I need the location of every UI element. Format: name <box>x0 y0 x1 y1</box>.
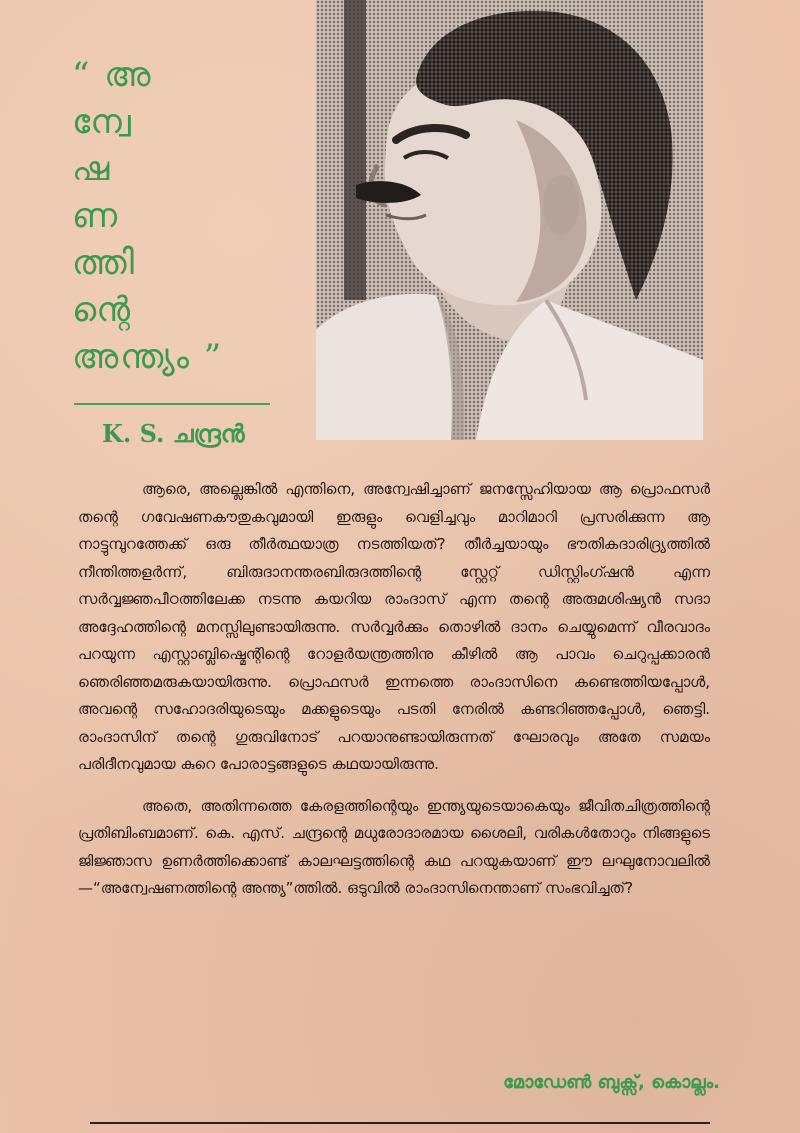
blurb-paragraph: അതെ, അതിന്നത്തെ കേരളത്തിന്റെയും ഇന്ത്യയുടെയാകെയും ജീവിതചിത്രത്തിന്റെ പ്രതിബിംബമാണ്. കെ. എസ്. ചന്ദ്രന്റെ മധുരോദാരമായ ശൈലി, വരികൾതോറും നിങ്ങളുടെ ജിജ്ഞാസ ഉണർത്തിക്കൊണ്ട് കാലഘട്ടത്തിന്റെ കഥ പറയുകയാണ് ഈ ലഘുനോവലിൽ—“അന്വേഷണത്തിന്റെ അന്ത്യ”ത്തിൽ. ഒടുവിൽ രാംദാസിനെന്താണ് സംഭവിച്ചത്? <box>78 796 710 897</box>
title-line: ണ <box>72 196 120 236</box>
publisher-name: മോഡേൺ ബുക്സ്, കൊല്ലം. <box>503 1072 720 1093</box>
author-name: K. S. ചന്ദ്രൻ <box>102 419 245 448</box>
author-portrait-icon <box>316 0 703 440</box>
title-line: ന്വേ <box>72 102 133 142</box>
title-line: ഷ <box>72 149 112 189</box>
blurb-paragraph: ആരെ, അല്ലെങ്കിൽ എന്തിനെ, അന്വേഷിച്ചാണ് ജനസ്സേഹിയായ ആ പ്രൊഫസർ തന്റെ ഗവേഷണകൗതുകവുമായി ഇരുളും വെളിച്ചവും മാറിമാറി പ്രസരിക്കുന്ന ആ നാട്ടുമ്പുറത്തേക്ക് ഒരു തീർത്ഥയാത്ര നടത്തിയത്? തീർച്ചയായും ഭൗതികദാരിദ്ര്യത്തിൽ നീന്തിത്തളർന്ന്, ബിരുദാനന്തരബിരുദത്തിന്റെ സ്റ്റേറ്റ് ഡിസ്റ്റിംഗ്ഷൻ എന്ന സർവ്വജ്ഞപീഠത്തിലേക്ക നടന്നു കയറിയ രാംദാസ് എന്ന തന്റെ അരുമശിഷ്യൻ സദാ അദ്ദേഹത്തിന്റെ മനസ്സിലുണ്ടായിരുന്നു. സർവ്വർക്കും തൊഴിൽ ദാനം ചെയ്യുമെന്ന് വീരവാദം പറയുന്ന എസ്റ്റാബ്ലിഷ്മെന്റിന്റെ റോളർയന്ത്രത്തിനു കീഴിൽ ആ പാവം ചെറുപ്പക്കാരൻ ഞെരിഞ്ഞമരുകയായിരുന്നു. പ്രൊഫസർ ഇന്നത്തെ രാംദാസിനെ കണ്ടെത്തിയപ്പോൾ, അവന്റെ സഹോദരിയുടെയും മക്കളുടെയും പടതി നേരിൽ കണ്ടറിഞ്ഞപ്പോൾ, ഞെട്ടി. രാംദാസിന് തന്റെ ഗുരുവിനോട് പറയാനുണ്ടായിരുന്നത് ഘോരവും അതേ സമയം പരിദീനവുമായ കുറെ പോരാട്ടങ്ങളുടെ കഥയായിരുന്നു. <box>78 480 710 773</box>
title-divider <box>74 403 270 405</box>
author-photo <box>316 0 703 440</box>
blurb-text <box>78 476 710 903</box>
title-line: അന്ത്യം ” <box>72 337 224 377</box>
bottom-divider <box>90 1122 710 1124</box>
title-line: ന്റെ <box>72 290 133 330</box>
book-title <box>72 52 252 381</box>
title-line: ത്തി <box>72 243 136 283</box>
title-line: “ അ <box>72 55 153 95</box>
